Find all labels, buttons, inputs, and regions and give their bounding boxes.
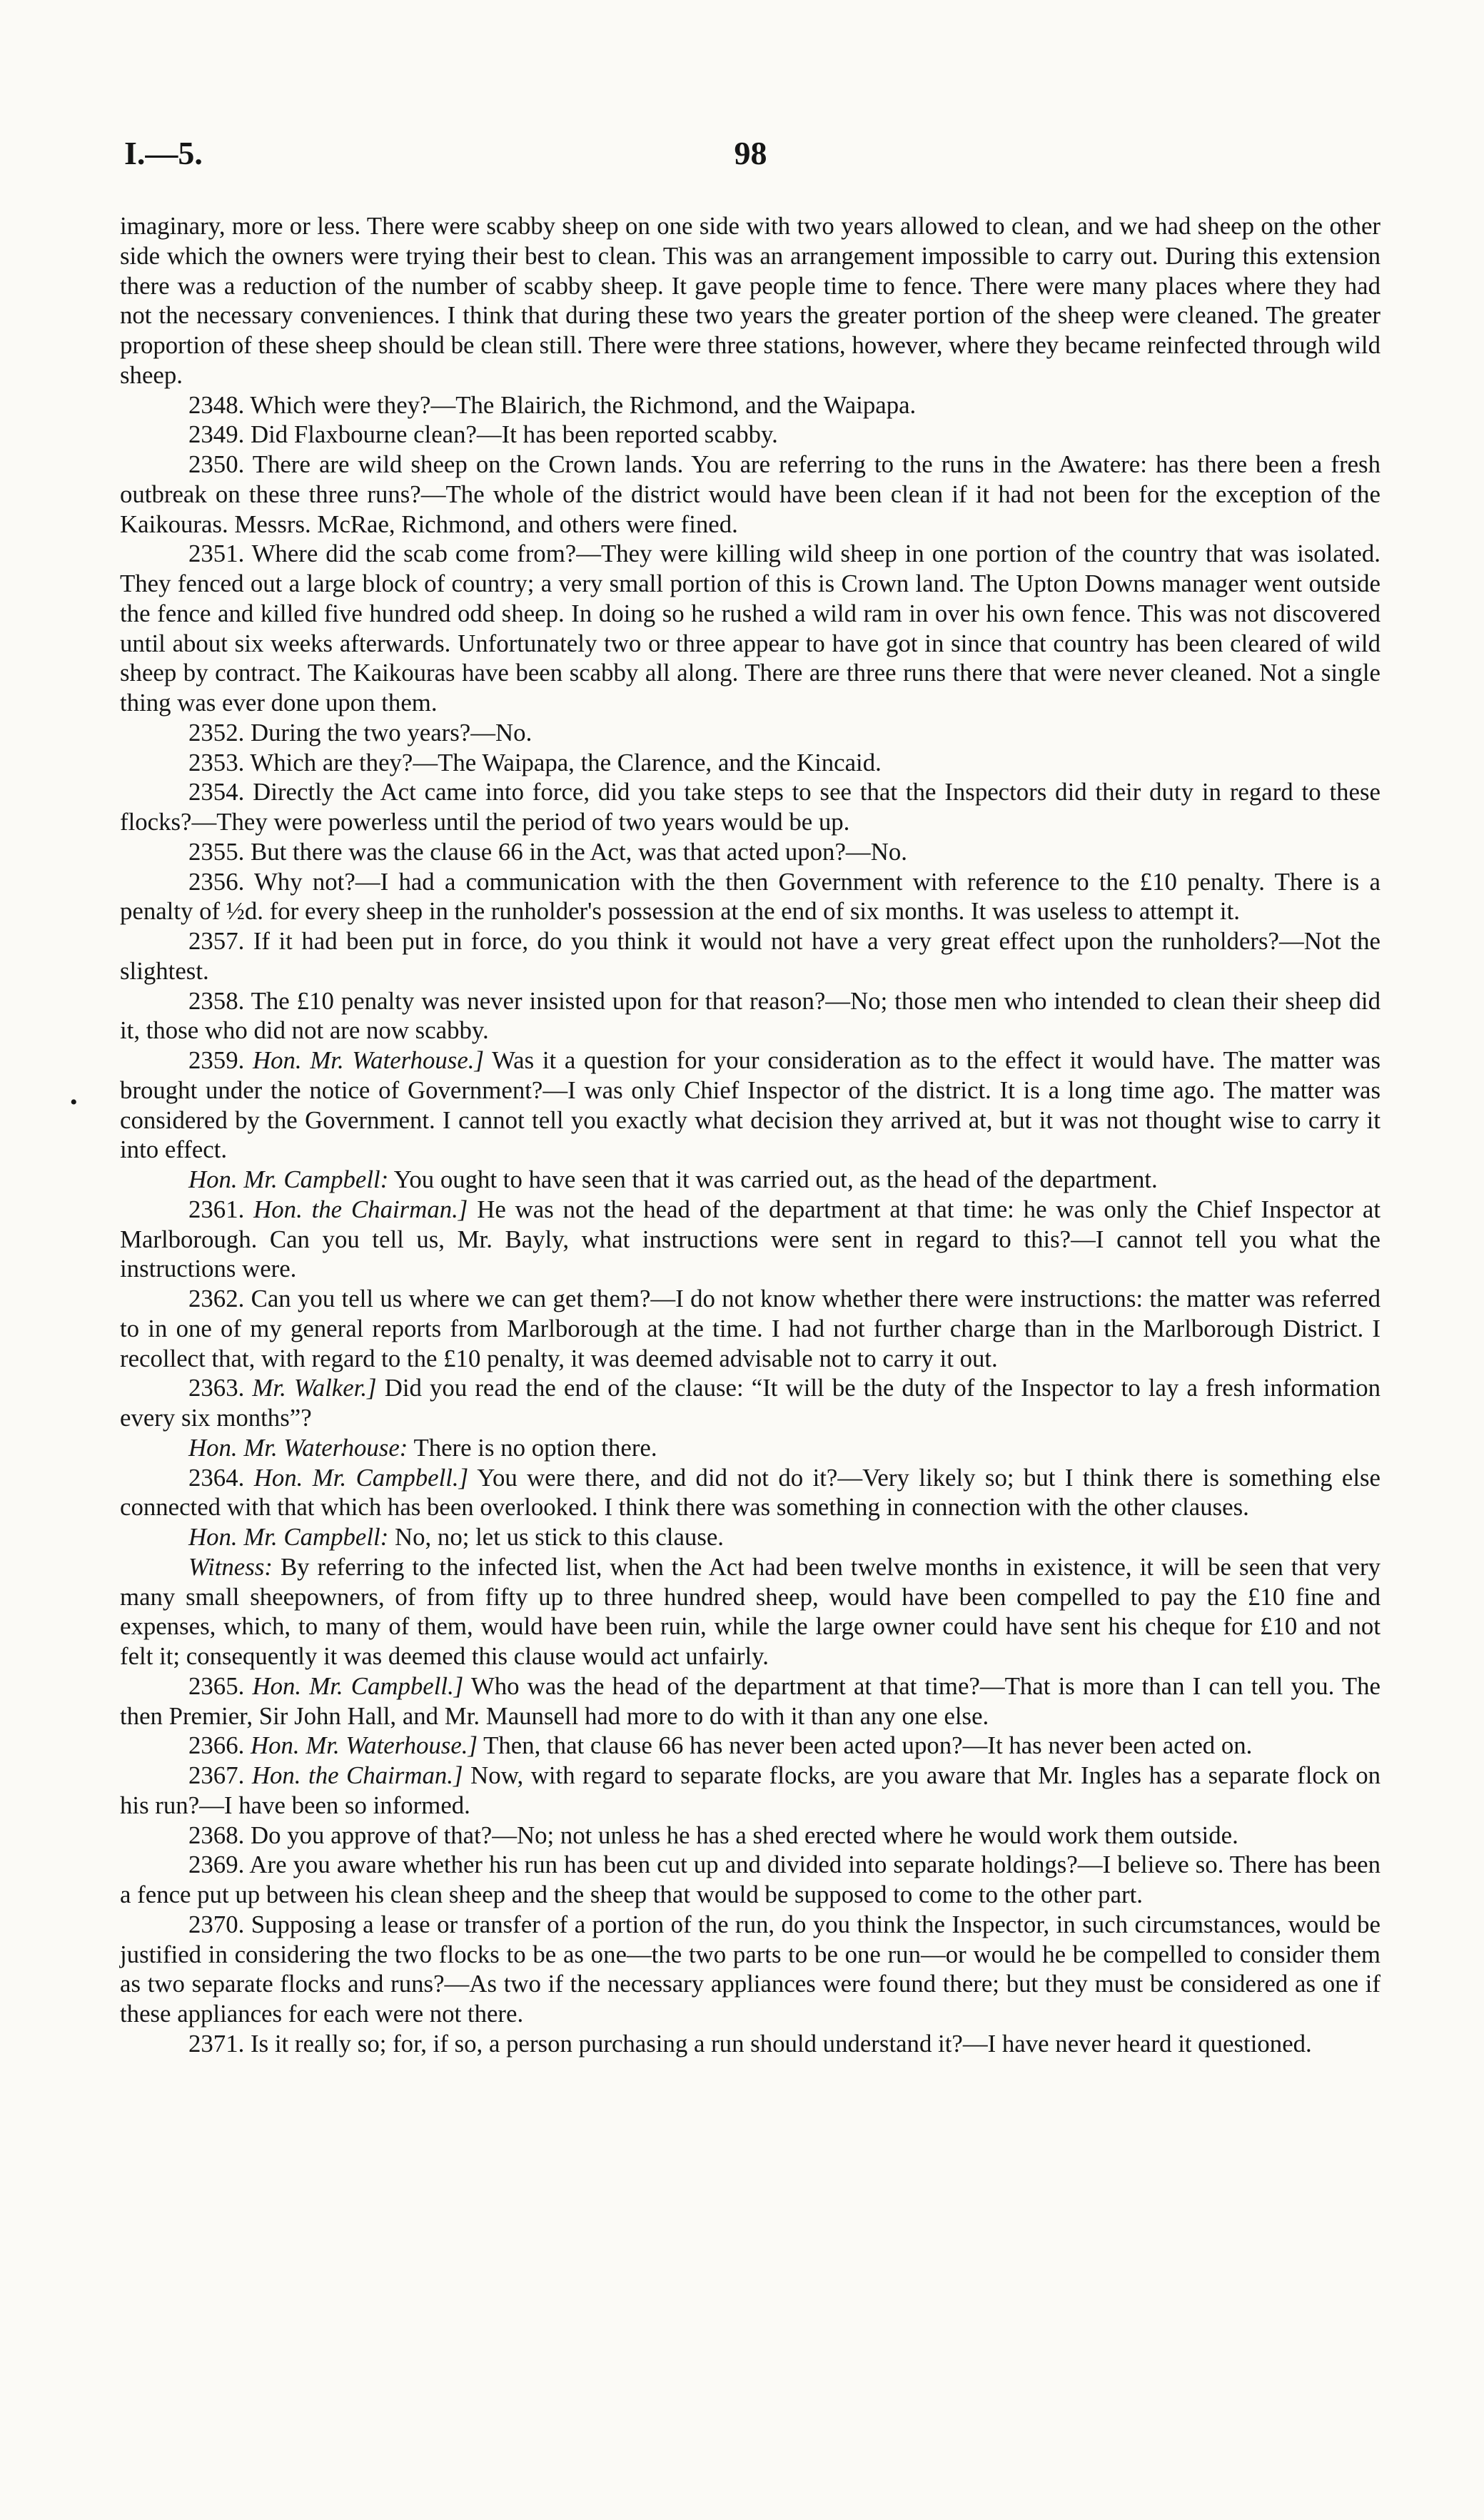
paragraph (120, 718, 1380, 748)
question-number: 2361. (188, 1195, 254, 1223)
paragraph-text: Did you read the end of the clause: “It will be the duty of the Inspector to lay a fresh information every six months”? (120, 1374, 1381, 1432)
paragraph-text: Was it a question for your consideration as to the effect it would have. The matter was brought under the notice of Government?—I was only Chief Inspector of the district. It is a long time ago. The matter was considered by the Government. I cannot tell you exactly what decision they arrived at, but it was not thought wise to carry it into effect. (120, 1046, 1381, 1164)
question-number: 2364. (188, 1463, 254, 1492)
question-number: 2355. (188, 837, 251, 866)
paragraph-text: imaginary, more or less. There were scabby sheep on one side with two years allowed to clean, and we had sheep on the other side which the owners were trying their best to clean. This was an arrangement impossible to carry out. During this extension there was a reduction of the number of scabby sheep. It gave people time to fence. There were many places where they had not the necessary conveniences. I think that during these two years the greater portion of the sheep were cleaned. The greater proportion of these sheep should be clean still. There were three stations, however, where they became reinfected through wild sheep. (120, 212, 1380, 389)
question-number: 2356. (188, 867, 254, 896)
question-number: 2351. (188, 540, 252, 568)
page-number: 98 (734, 135, 767, 171)
paragraph-text: No, no; let us stick to this clause. (388, 1523, 725, 1551)
paragraph-text: There are wild sheep on the Crown lands. You are referring to the runs in the Awatere: has there been a fresh outbreak on these three runs?—The whole of the district would have been clean if it had not been for the exception of the Kaikouras. Messrs. McRae, Richmond, and others were fined. (120, 450, 1380, 538)
page-header (120, 134, 1381, 177)
question-number: 2366. (188, 1731, 251, 1760)
paragraph-text: But there was the clause 66 in the Act, was that acted upon?—No. (251, 837, 907, 866)
speaker-name: Hon. Mr. Campbell.] (253, 1463, 469, 1492)
paragraph (120, 1433, 1380, 1463)
paragraph (120, 450, 1380, 539)
paragraph (120, 1522, 1380, 1552)
paragraph (120, 777, 1380, 837)
question-number: 2368. (188, 1821, 251, 1849)
paragraph-text: Who was the head of the department at that time?—That is more than I can tell you. The then Premier, Sir John Hall, and Mr. Maunsell had more to do with it than any one else. (120, 1671, 1380, 1730)
paragraph-text: He was not the head of the department at that time: he was only the Chief Inspector at Marlborough. Can you tell us, Mr. Bayly, what instructions were sent in regard to this?—I cannot tell you what the instructions were. (120, 1195, 1380, 1283)
paragraph-text: The £10 penalty was never insisted upon for that reason?—No; those men who intended to clean their sheep did it, those who did not are now scabby. (120, 986, 1380, 1045)
paragraph-text: Then, that clause 66 has never been acted upon?—It has never been acted on. (478, 1731, 1253, 1760)
paragraph-text: Where did the scab come from?—They were killing wild sheep in one portion of the country that was isolated. They fenced out a large block of country; a very small portion of this is Crown land. The Upton Downs manager went outside the fence and killed five hundred odd sheep. In doing so he rushed a wild ram in over his own fence. This was not discovered until about six weeks afterwards. Unfortunately two or three appear to have got in since that country has been cleared of wild sheep by contract. The Kaikouras have been scabby all along. There are three runs there that were never cleaned. Not a single thing was ever done upon them. (120, 540, 1380, 717)
paragraph (120, 1165, 1380, 1195)
speaker-name: Hon. Mr. Campbell.] (252, 1671, 464, 1700)
question-number: 2348. (188, 390, 251, 419)
paragraph (120, 1463, 1380, 1523)
speaker-name: Hon. Mr. Waterhouse: (188, 1433, 408, 1462)
paragraph (120, 1850, 1380, 1910)
question-number: 2350. (188, 450, 253, 478)
question-number: 2352. (188, 718, 251, 747)
question-number: 2353. (188, 748, 251, 776)
body-text (120, 211, 1380, 2059)
paragraph (120, 986, 1380, 1046)
question-number: 2370. (188, 1910, 251, 1938)
paragraph (120, 1373, 1380, 1433)
paragraph (120, 1046, 1380, 1165)
speaker-name: Hon. the Chairman.] (253, 1195, 468, 1223)
paragraph-text: Which are they?—The Waipapa, the Clarence, and the Kincaid. (250, 748, 882, 776)
paragraph (120, 1195, 1380, 1284)
paragraph-text: There is no option there. (408, 1433, 657, 1462)
paragraph (120, 211, 1380, 390)
paragraph-text: Are you aware whether his run has been cut up and divided into separate holdings?—I believe so. There has been a fence put up between his clean sheep and the sheep that would be supposed to come to the other part. (120, 1851, 1381, 1908)
speaker-name: Hon. Mr. Waterhouse.] (253, 1046, 485, 1074)
speaker-name: Hon. Mr. Campbell: (188, 1523, 389, 1551)
paragraph-text: Supposing a lease or transfer of a portion of the run, do you think the Inspector, in such circumstances, would be justified in considering the two flocks to be as one—the two parts to be one run—or would he be compelled to consider them as two separate flocks and runs?—As two if the necessary appliances were found there; but they must be considered as one if these appliances for each were not there. (120, 1910, 1380, 2028)
question-number: 2365. (188, 1671, 253, 1700)
stray-mark: • (70, 1091, 78, 1114)
paragraph-text: If it had been put in force, do you think it would not have a very great effect upon the runholders?—Not the slightest. (120, 927, 1380, 985)
question-number: 2369. (188, 1851, 250, 1879)
question-number: 2362. (188, 1285, 251, 1312)
paragraph (120, 539, 1380, 718)
paragraph-text: Did Flaxbourne clean?—It has been reported scabby. (251, 420, 778, 449)
question-number: 2354. (188, 778, 253, 806)
paragraph-text: Which were they?—The Blairich, the Richmond, and the Waipapa. (250, 390, 917, 419)
paragraph (120, 420, 1380, 450)
question-number: 2363. (188, 1374, 253, 1402)
question-number: 2359. (188, 1046, 253, 1074)
question-number: 2357. (188, 927, 253, 955)
paragraph (120, 2029, 1380, 2059)
paragraph (120, 1731, 1380, 1761)
speaker-name: Hon. the Chairman.] (251, 1761, 463, 1789)
paragraph-text: Directly the Act came into force, did you take steps to see that the Inspectors did their duty in regard to these flocks?—They were powerless until the period of two years would be up. (120, 778, 1380, 836)
paragraph-text: During the two years?—No. (251, 718, 532, 747)
paragraph-text: Can you tell us where we can get them?—I do not know whether there were instructions: the matter was referred to in one of my general reports from Marlborough at the time. I had not further charge than in the Marlborough District. I recollect that, with regard to the £10 penalty, it was deemed advisable not to carry it out. (120, 1285, 1380, 1372)
paragraph (120, 1284, 1380, 1373)
paragraph-text: Is it really so; for, if so, a person purchasing a run should understand it?—I have never heard it questioned. (251, 2029, 1312, 2058)
paragraph-text: Now, with regard to separate flocks, are you aware that Mr. Ingles has a separate flock on his run?—I have been so informed. (120, 1761, 1381, 1819)
paragraph (120, 837, 1380, 867)
paragraph (120, 1910, 1380, 2029)
paragraph (120, 1552, 1380, 1671)
paragraph-text: By referring to the infected list, when the Act had been twelve months in existence, it will be seen that very many small sheepowners, of from fifty up to three hundred sheep, would have been compelled to pay the £10 fine and expenses, which, to many of them, would have been ruin, while the large owner could have sent his cheque for £10 and not felt it; consequently it was deemed this clause would act unfairly. (120, 1552, 1380, 1670)
paragraph (120, 1821, 1380, 1851)
paragraph-text: You were there, and did not do it?—Very likely so; but I think there is something else connected with that which has been overlooked. I think there was something in connection with the other clauses. (120, 1463, 1381, 1522)
question-number: 2367. (188, 1761, 252, 1789)
paragraph (120, 1671, 1380, 1731)
paragraph-text: Why not?—I had a communication with the then Government with reference to the £10 penalty. There is a penalty of ½d. for every sheep in the runholder's possession at the end of six months. It was useless to attempt it. (120, 867, 1380, 926)
paragraph (120, 867, 1380, 927)
paragraph-text: You ought to have seen that it was carried out, as the head of the department. (388, 1165, 1158, 1193)
document-id: I.—5. (124, 135, 203, 171)
question-number: 2371. (188, 2029, 251, 2058)
speaker-name: Hon. Mr. Campbell: (188, 1165, 389, 1193)
question-number: 2349. (188, 420, 251, 449)
speaker-name: Mr. Walker.] (252, 1374, 377, 1402)
question-number: 2358. (188, 986, 251, 1015)
paragraph (120, 926, 1380, 986)
paragraph (120, 748, 1380, 778)
paragraph-text: Do you approve of that?—No; not unless he has a shed erected where he would work them outside. (251, 1821, 1238, 1849)
speaker-name: Witness: (188, 1552, 273, 1581)
speaker-name: Hon. Mr. Waterhouse.] (251, 1731, 478, 1760)
paragraph (120, 1761, 1380, 1821)
paragraph (120, 390, 1380, 420)
